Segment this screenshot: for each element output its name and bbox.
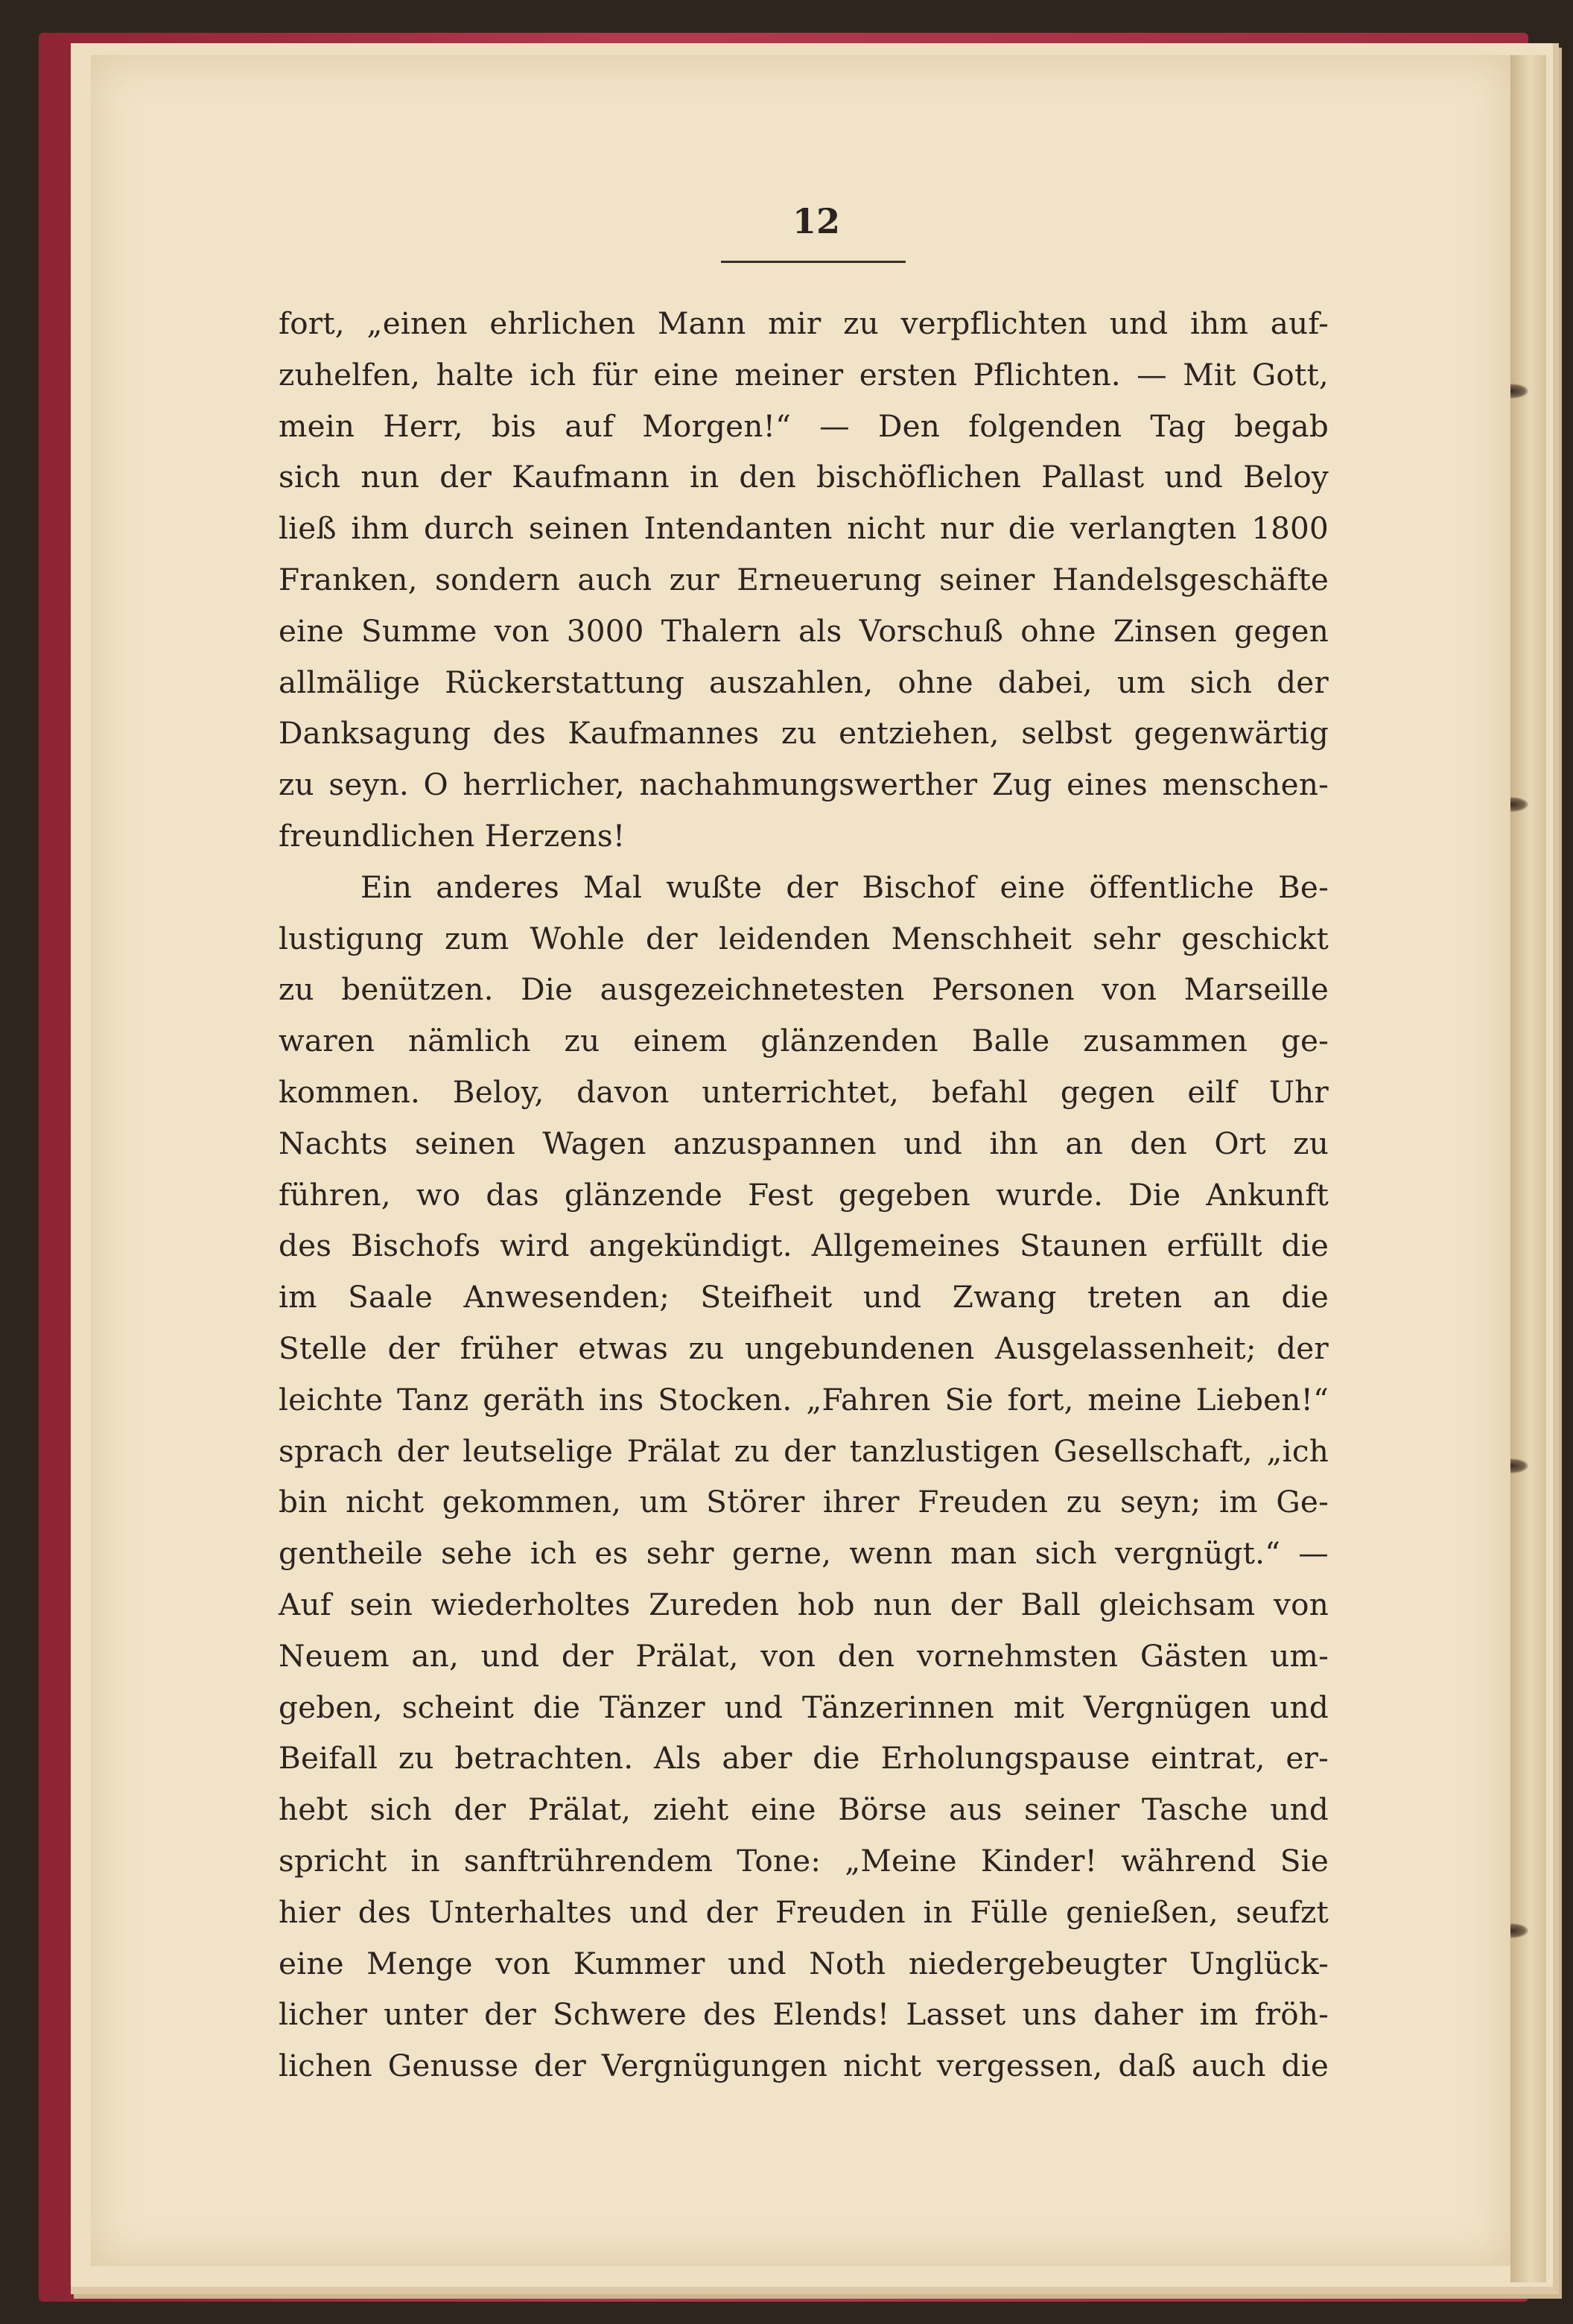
text-line: Danksagung des Kaufmannes zu entziehen, selbst gegenwärtig [279,715,1329,752]
text-line: des Bischofs wird angekündigt. Allgemeines Staunen erfüllt die [279,1228,1329,1264]
text-line: gentheile sehe ich es sehr gerne, wenn man sich vergnügt.“ — [279,1535,1329,1572]
text-line: im Saale Anwesenden; Steifheit und Zwang treten an die [279,1279,1329,1315]
page-number-rule [721,261,906,263]
text-line: zu benützen. Die ausgezeichnetesten Personen von Marseille [279,971,1329,1008]
text-line: mein Herr, bis auf Morgen!“ — Den folgenden Tag begab [279,407,1329,444]
text-line: spricht in sanftrührendem Tone: „Meine Kinder! während Sie [279,1842,1329,1879]
text-line: fort, „einen ehrlichen Mann mir zu verpflichten und ihm auf- [279,305,1329,341]
text-line: Auf sein wiederholtes Zureden hob nun der Ball gleichsam von [279,1586,1329,1622]
text-line: Stelle der früher etwas zu ungebundenen Ausgelassenheit; der [279,1330,1329,1366]
text-line: kommen. Beloy, davon unterrichtet, befahl gegen eilf Uhr [279,1073,1329,1110]
text-line: sprach der leutselige Prälat zu der tanzlustigen Gesellschaft, „ich [279,1432,1329,1469]
text-line: Beifall zu betrachten. Als aber die Erholungspause eintrat, er- [279,1740,1329,1777]
text-line: Franken, sondern auch zur Erneuerung seiner Handelsgeschäfte [279,561,1329,597]
text-line: hebt sich der Prälat, zieht eine Börse aus seiner Tasche und [279,1791,1329,1828]
text-line: lichen Genusse der Vergnügungen nicht vergessen, daß auch die [279,2048,1329,2084]
text-line: Nachts seinen Wagen anzuspannen und ihn an den Ort zu [279,1125,1329,1161]
text-line: eine Summe von 3000 Thalern als Vorschuß ohne Zinsen gegen [279,612,1329,649]
text-line: eine Menge von Kummer und Noth niedergebeugter Unglück- [279,1945,1329,1981]
text-line: sich nun der Kaufmann in den bischöflichen Pallast und Beloy [279,459,1329,495]
text-line: zuhelfen, halte ich für eine meiner ersten Pflichten. — Mit Gott, [279,356,1329,393]
text-line-paragraph-start: Ein anderes Mal wußte der Bischof eine öffentliche Be- [360,869,1329,905]
text-line: zu seyn. O herrlicher, nachahmungswerther Zug eines menschen- [279,766,1329,803]
text-line: waren nämlich zu einem glänzenden Balle zusammen ge- [279,1023,1329,1059]
body-text [279,298,1329,2092]
text-line: geben, scheint die Tänzer und Tänzerinnen mit Vergnügen und [279,1689,1329,1725]
page-number: 12 [792,201,840,241]
text-line: freundlichen Herzens! [279,817,626,854]
text-line: allmälige Rückerstattung auszahlen, ohne dabei, um sich der [279,664,1329,700]
text-line: Neuem an, und der Prälat, von den vornehmsten Gästen um- [279,1637,1329,1674]
text-line: hier des Unterhaltes und der Freuden in Fülle genießen, seufzt [279,1893,1329,1930]
text-line: bin nicht gekommen, um Störer ihrer Freuden zu seyn; im Ge- [279,1484,1329,1520]
text-line: ließ ihm durch seinen Intendanten nicht nur die verlangten 1800 [279,510,1329,547]
text-line: lustigung zum Wohle der leidenden Menschheit sehr geschickt [279,920,1329,956]
text-line: licher unter der Schwere des Elends! Lasset uns daher im fröh- [279,1996,1329,2033]
text-line: leichte Tanz geräth ins Stocken. „Fahren Sie fort, meine Lieben!“ [279,1381,1329,1417]
text-line: führen, wo das glänzende Fest gegeben wurde. Die Ankunft [279,1176,1329,1213]
